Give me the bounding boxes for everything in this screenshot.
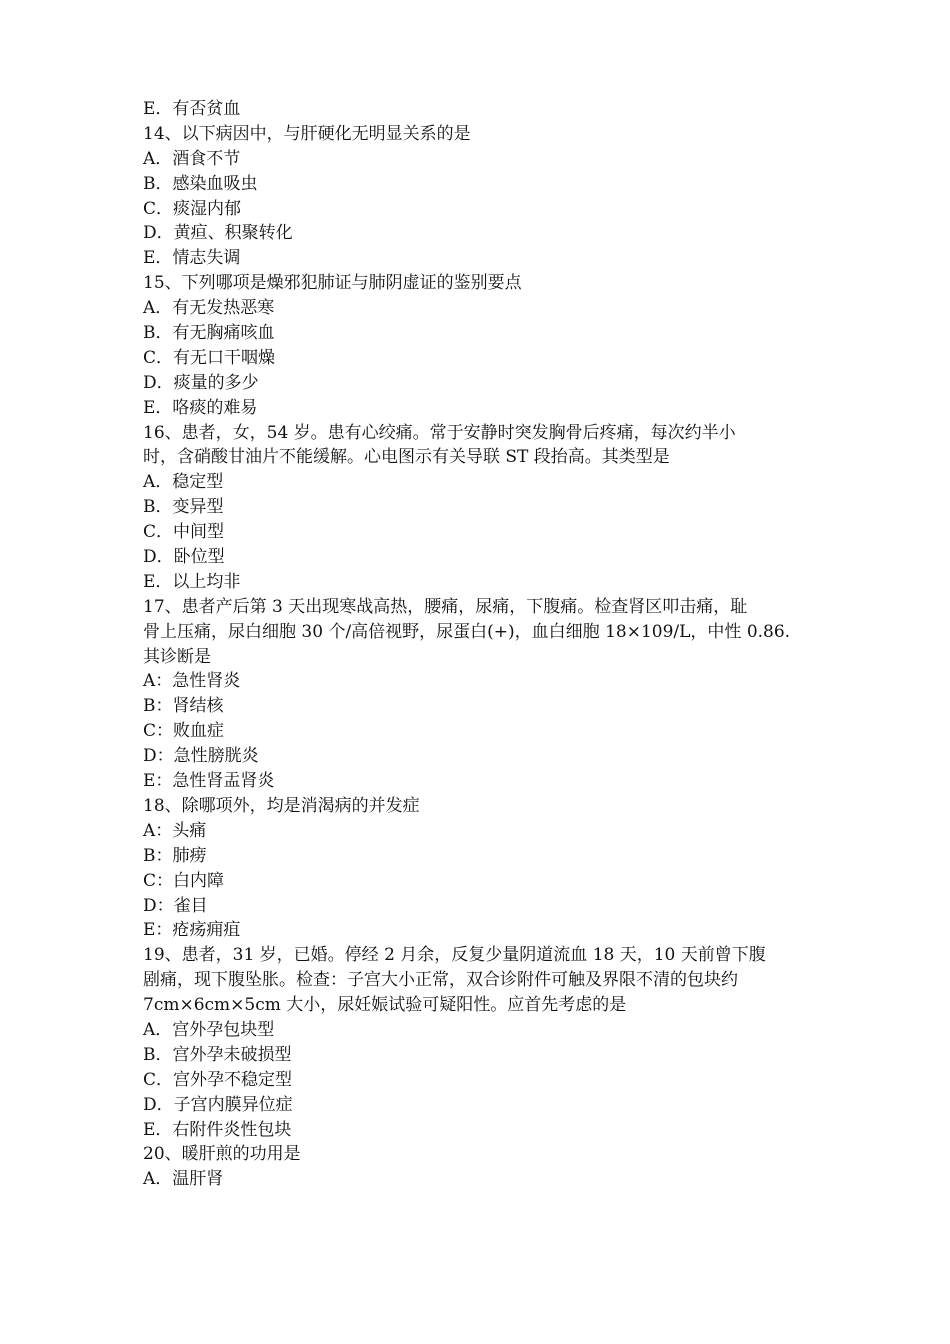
option-line: E．咯痰的难易 (143, 397, 258, 418)
option-line: E．有否贫血 (143, 99, 241, 119)
option-line: D：雀目 (143, 895, 208, 916)
option-line: A．温肝肾 (143, 1169, 224, 1190)
document-page (143, 97, 823, 1192)
option-line: B．有无胸痛咳血 (143, 323, 275, 344)
option-line: D．痰量的多少 (143, 372, 259, 393)
option-line: A：急性肾炎 (143, 671, 241, 692)
option-line: B：肺痨 (143, 845, 207, 866)
option-line: B：肾结核 (143, 696, 224, 717)
question-line: 17、患者产后第 3 天出现寒战高热，腰痛，尿痛，下腹痛。检查肾区叩击痛，耻 (143, 596, 748, 617)
option-line: E．右附件炎性包块 (143, 1119, 292, 1140)
question-line: 14、以下病因中，与肝硬化无明显关系的是 (143, 123, 471, 144)
option-line: C．痰湿内郁 (143, 198, 242, 219)
option-line: E．情志失调 (143, 248, 241, 269)
option-line: A：头痛 (143, 820, 207, 841)
option-line: B．变异型 (143, 497, 224, 518)
option-line: C．宫外孕不稳定型 (143, 1069, 293, 1090)
question-line: 18、除哪项外，均是消渴病的并发症 (143, 795, 420, 816)
option-line: E．以上均非 (143, 571, 241, 592)
question-line: 其诊断是 (143, 646, 211, 667)
option-line: A．有无发热恶寒 (143, 298, 275, 319)
option-line: D．子宫内膜异位症 (143, 1094, 293, 1115)
option-line: B．宫外孕未破损型 (143, 1044, 292, 1065)
option-line: B．感染血吸虫 (143, 173, 258, 194)
question-line: 19、患者，31 岁，已婚。停经 2 月余，反复少量阴道流血 18 天，10 天前曾下腹 (143, 945, 766, 966)
option-line: A．酒食不节 (143, 148, 241, 169)
option-line: C：败血症 (143, 721, 225, 742)
question-line: 时，含硝酸甘油片不能缓解。心电图示有关导联 ST 段抬高。其类型是 (143, 447, 670, 468)
option-line: C：白内障 (143, 870, 225, 891)
option-line: E：急性肾盂肾炎 (143, 771, 275, 792)
question-line: 15、下列哪项是燥邪犯肺证与肺阴虚证的鉴别要点 (143, 273, 522, 294)
option-line: E：疮疡痈疽 (143, 920, 241, 941)
question-line: 16、患者，女，54 岁。患有心绞痛。常于安静时突发胸骨后疼痛，每次约半小 (143, 422, 736, 443)
option-line: A．稳定型 (143, 472, 224, 493)
option-line: D：急性膀胱炎 (143, 746, 259, 767)
option-line: D．卧位型 (143, 547, 225, 568)
option-line: C．有无口干咽燥 (143, 347, 276, 368)
option-line: A．宫外孕包块型 (143, 1019, 275, 1040)
question-line: 剧痛，现下腹坠胀。检查：子宫大小正常，双合诊附件可触及界限不清的包块约 (143, 970, 738, 991)
option-line: C．中间型 (143, 522, 225, 543)
question-line: 骨上压痛，尿白细胞 30 个/高倍视野，尿蛋白(+)，血白细胞 18×109/L，中性 0.86. (143, 621, 791, 642)
question-line: 7cm×6cm×5cm 大小，尿妊娠试验可疑阳性。应首先考虑的是 (143, 995, 627, 1016)
option-line: D．黄疸、积聚转化 (143, 223, 293, 244)
question-line: 20、暖肝煎的功用是 (143, 1144, 301, 1165)
